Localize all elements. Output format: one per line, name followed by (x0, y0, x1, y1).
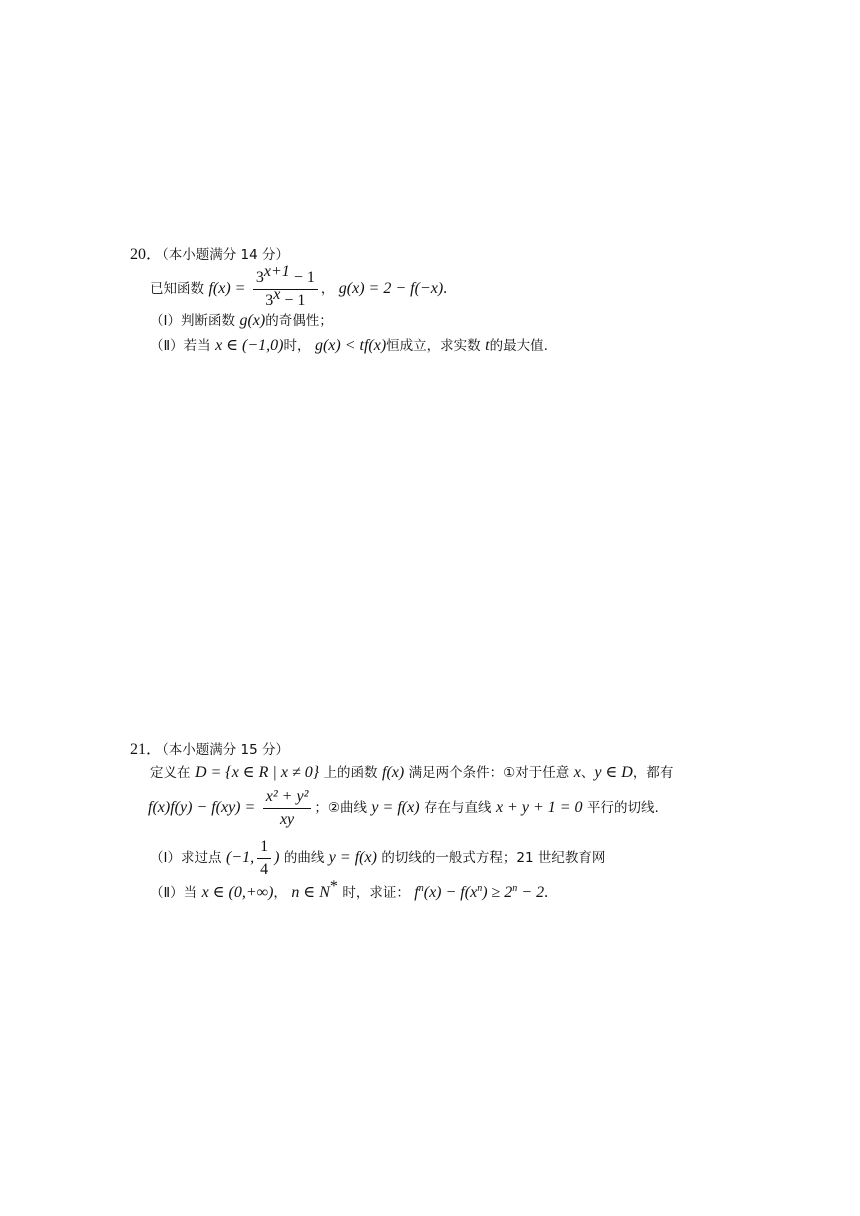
g-definition: g(x) = 2 − f(−x) (338, 280, 444, 297)
problem-number: 21． (130, 741, 163, 758)
g-expr: g(x) (239, 312, 266, 329)
problem-20-part-2 (150, 336, 548, 356)
part-label: （Ⅰ） (150, 850, 181, 866)
problem-21-part-2 (150, 878, 549, 903)
f-lhs: f(x) = (208, 280, 246, 297)
f-denominator (253, 285, 318, 312)
text: ，都有 (632, 765, 674, 781)
text: 当 (183, 885, 198, 901)
t-var: t (485, 337, 490, 354)
domain-set: D = {x ∈ R | x ≠ 0} (194, 764, 320, 781)
text: 的曲线 (283, 850, 325, 866)
problem-number: 20． (130, 246, 163, 263)
text: 平行的切线. (586, 800, 659, 816)
points-note: （本小题满分 14 分） (162, 247, 290, 263)
part-label: （Ⅱ） (150, 338, 184, 354)
problem-21-part-1 (150, 835, 605, 881)
x-domain: x ∈ (0,+∞) (201, 884, 274, 901)
curve-expr: y = f(x) (328, 849, 377, 866)
y-in-d: y ∈ D (594, 764, 633, 781)
given-label: 已知函数 (150, 281, 204, 297)
part-text: 的奇偶性； (265, 313, 333, 329)
num-tail: − 1 (289, 268, 315, 286)
f-fraction (253, 262, 318, 312)
text: 求过点 (180, 850, 222, 866)
part-text: 判断函数 (180, 313, 235, 329)
den-tail: − 1 (280, 291, 306, 309)
part-text: 若当 (183, 338, 211, 354)
ineq-exp: n (512, 883, 518, 894)
separator: ， (320, 281, 335, 297)
n-domain: n ∈ N (291, 884, 330, 901)
ineq-part: ) ≥ 2 (482, 884, 513, 901)
num-exponent: x+1 (263, 262, 290, 280)
text: ， (273, 885, 287, 901)
period: . (544, 884, 549, 901)
ineq-part: − 2 (517, 884, 545, 901)
text: 满足两个条件：①对于任意 (408, 765, 570, 781)
inequality (414, 884, 544, 901)
text: 、 (580, 765, 595, 781)
problem-20-part-1 (150, 311, 333, 331)
f-numerator (253, 262, 318, 290)
text: 存在与直线 (423, 800, 492, 816)
star-superscript: * (329, 878, 338, 895)
part-label: （Ⅱ） (150, 885, 184, 901)
ineq-part: f (414, 884, 419, 901)
function-definition-line (150, 262, 448, 312)
problem-21-line-1 (150, 763, 673, 783)
part-label: （Ⅰ） (150, 313, 181, 329)
text: 上的函数 (323, 765, 378, 781)
x-var: x (573, 764, 581, 781)
fraction-denominator: 4 (260, 860, 269, 878)
ineq-exp: n (418, 883, 424, 894)
point-fraction (257, 836, 271, 881)
den-exponent: x (273, 285, 281, 303)
text: 时，求证： (342, 885, 410, 901)
point-open: (−1, (225, 849, 255, 866)
line-expr: x + y + 1 = 0 (495, 799, 583, 816)
text: 的切线的一般式方程；21 世纪教育网 (381, 850, 606, 866)
fraction-numerator: 1 (257, 836, 271, 859)
den-base: 3 (265, 291, 274, 309)
num-base: 3 (255, 268, 264, 286)
domain-expr: x ∈ (−1,0) (215, 337, 284, 354)
part-text: 的最大值. (489, 338, 548, 354)
point-close: ) (274, 849, 280, 866)
functional-equation-lhs: f(x)f(y) − f(xy) = (148, 799, 256, 816)
text: ；②曲线 (314, 800, 367, 816)
fraction-numerator: x² + y² (263, 786, 312, 809)
ineq-part: (x) − f(x (423, 884, 478, 901)
period: . (443, 280, 448, 297)
f-expr: f(x) (382, 764, 405, 781)
fraction-denominator: xy (279, 810, 295, 828)
text: 定义在 (150, 765, 191, 781)
inequality-expr: g(x) < tf(x) (314, 337, 387, 354)
ineq-exp: n (477, 883, 483, 894)
equation-fraction (263, 786, 312, 831)
problem-21-line-2 (148, 785, 659, 831)
problem-21-header (130, 740, 289, 760)
part-text: 时， (283, 338, 311, 354)
points-note: （本小题满分 15 分） (162, 742, 290, 758)
part-text: 恒成立，求实数 (386, 338, 481, 354)
curve-expr: y = f(x) (371, 799, 420, 816)
